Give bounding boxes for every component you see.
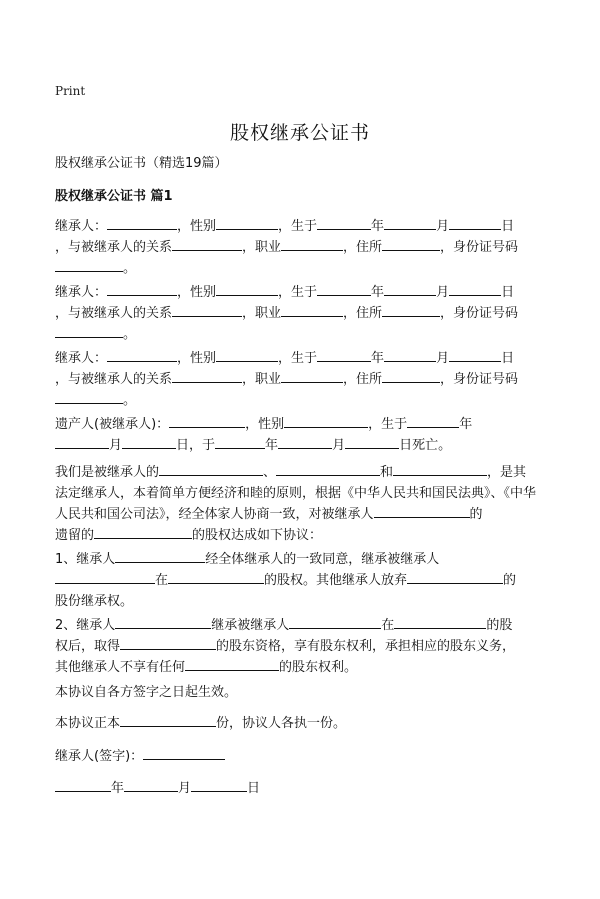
print-link[interactable]: Print bbox=[55, 84, 86, 98]
heir-paragraph-3: 继承人： ，性别 ，生于 年 月 日 ，与被继承人的关系 ，职业 ，住所 ，身份证号码 。 bbox=[55, 348, 547, 411]
signature-line: 继承人(签字)： bbox=[55, 746, 547, 767]
document-title: 股权继承公证书 bbox=[229, 122, 370, 144]
heir-paragraph-2: 继承人： ，性别 ，生于 年 月 日 ，与被继承人的关系 ，职业 ，住所 ，身份证号码 。 bbox=[55, 282, 547, 345]
agreement-item-1: 1、继承人 经全体继承人的一致同意，继承被继承人 在 的股权。其他继承人放弃 的 股份继承权。 bbox=[55, 549, 547, 612]
decedent-paragraph: 遗产人(被继承人)： ，性别 ，生于 年 月 日，于 年 月 日死亡。 bbox=[55, 414, 547, 456]
document-subtitle: 股权继承公证书（精选19篇） bbox=[55, 156, 228, 171]
copies-clause: 本协议正本 份，协议人各执一份。 bbox=[55, 713, 547, 734]
section-heading: 股权继承公证书 篇1 bbox=[55, 189, 173, 204]
heir-paragraph-1: 继承人： ，性别 ，生于 年 月 日 ，与被继承人的关系 ，职业 ，住所 ，身份证号码 。 bbox=[55, 216, 547, 279]
effective-clause: 本协议自各方签字之日起生效。 bbox=[55, 685, 238, 700]
heirs-statement-paragraph: 我们是被继承人的 、 和 ，是其 法定继承人，本着简单方便经济和睦的原则，根据《中华人民共和国民法典》、《中华人民共和国公司法》，经全体家人协商一致，对被继承人 的 遗留的 的股权达成如下协议： bbox=[55, 462, 547, 546]
signature-date-line: 年 月 日 bbox=[55, 778, 547, 799]
agreement-item-2: 2、继承人 继承被继承人 在 的股 权后，取得 的股东资格，享有股东权利，承担相应的股东义务， 其他继承人不享有任何 的股东权利。 bbox=[55, 615, 547, 678]
